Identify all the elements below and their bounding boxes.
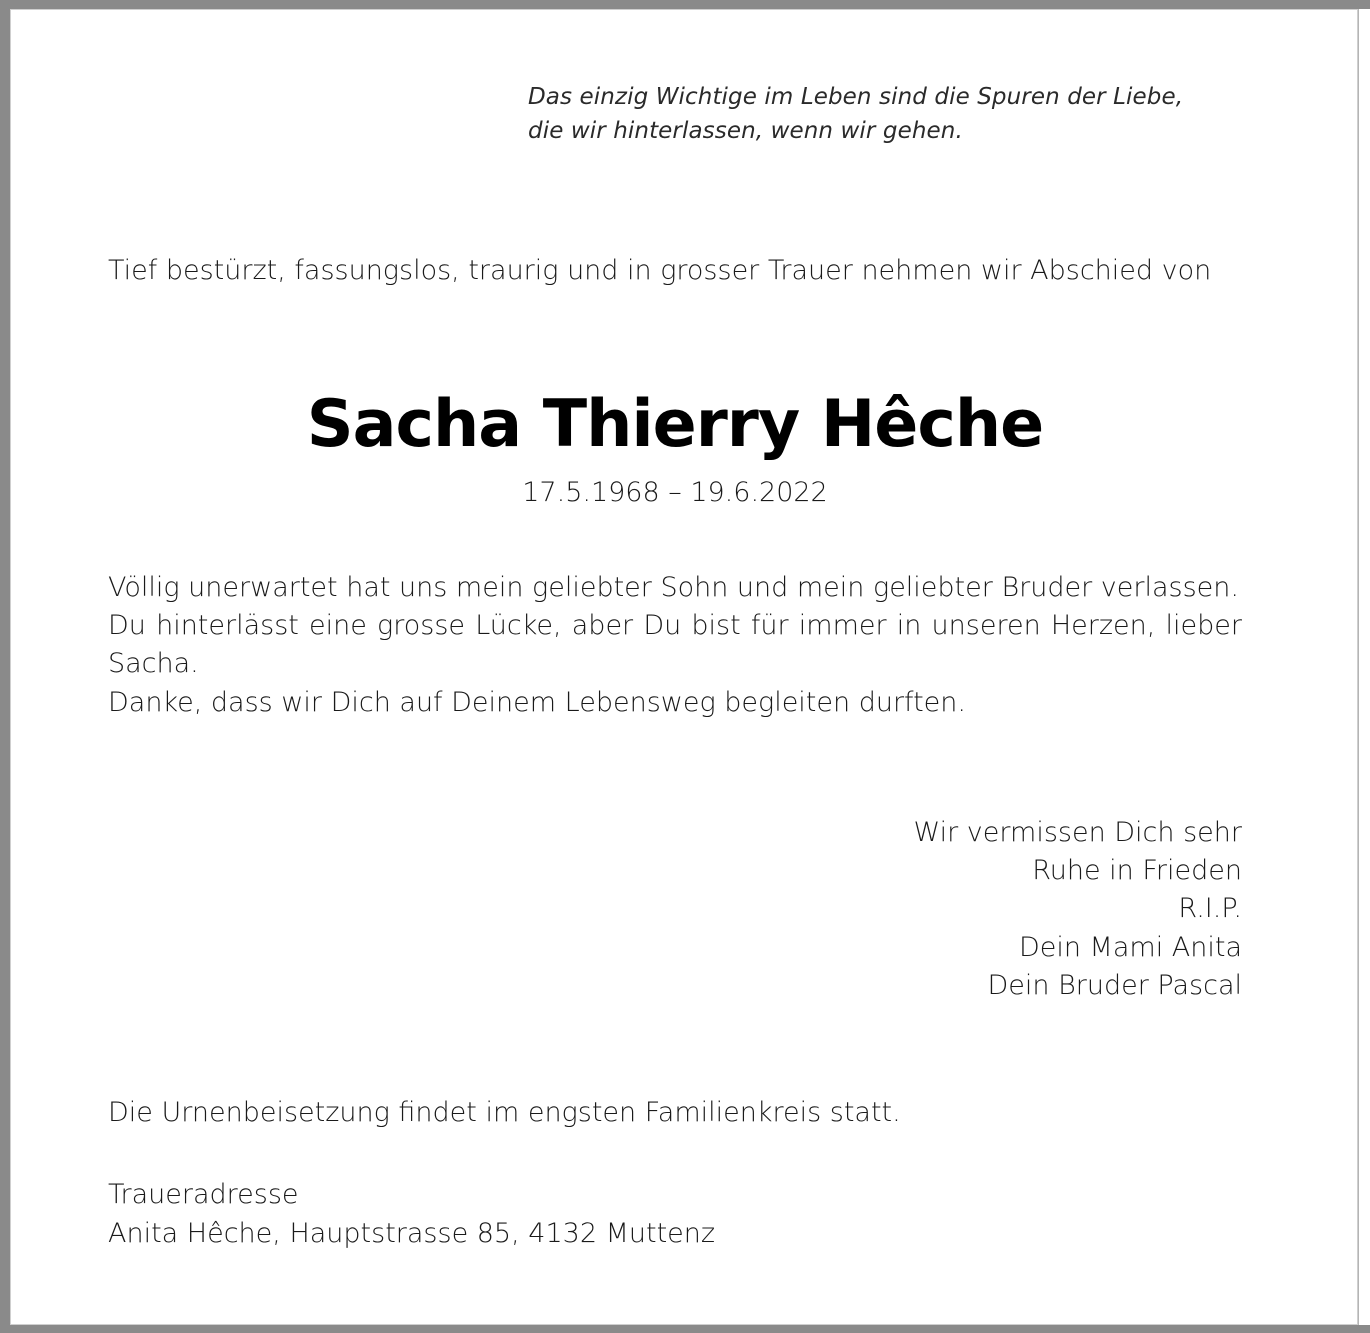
deceased-name: Sacha Thierry Hêche xyxy=(306,387,1044,462)
life-dates: 17.5.1968 – 19.6.2022 xyxy=(522,477,828,508)
message-body xyxy=(108,569,1242,722)
signoff-line-2: Ruhe in Frieden xyxy=(1032,855,1242,887)
burial-note: Die Urnenbeisetzung findet im engsten Familienkreis statt. xyxy=(108,1097,901,1128)
signoff-line-5: Dein Bruder Pascal xyxy=(987,969,1242,1001)
quote-line-1: Das einzig Wichtige im Leben sind die Spuren der Liebe, xyxy=(528,84,1184,110)
signoff-line-1: Wir vermissen Dich sehr xyxy=(913,817,1242,848)
message-line-3: Danke, dass wir Dich auf Deinem Lebensweg begleiten durften. xyxy=(108,686,966,718)
address-label: Traueradresse xyxy=(108,1179,299,1210)
address-value: Anita Hêche, Hauptstrasse 85, 4132 Muttenz xyxy=(108,1217,716,1249)
quote-line-2: die wir hinterlassen, wenn wir gehen. xyxy=(528,118,963,144)
intro-text: Tief bestürzt, fassungslos, traurig und in grosser Trauer nehmen wir Abschied von xyxy=(108,255,1212,286)
message-line-1: Völlig unerwartet hat uns mein geliebter Sohn und mein geliebter Bruder verlassen. xyxy=(108,572,1239,603)
signoff-line-4: Dein Mami Anita xyxy=(1018,931,1242,963)
message-line-2: Du hinterlässt eine grosse Lücke, aber Du bist für immer in unseren Herzen, lieber Sacha. xyxy=(108,610,1242,680)
mourning-address xyxy=(108,1176,1242,1253)
signoff-line-3: R.I.P. xyxy=(1178,893,1242,925)
page-edge xyxy=(1358,9,1370,1325)
signoff-block xyxy=(108,814,1242,1005)
epigraph-quote xyxy=(528,80,1248,148)
